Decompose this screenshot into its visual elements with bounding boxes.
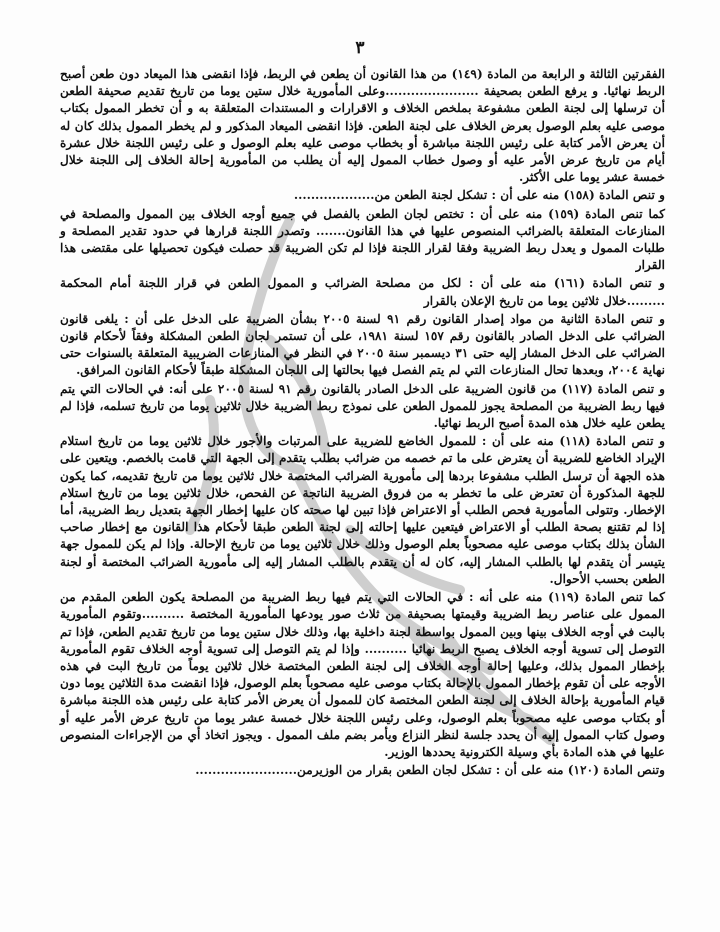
page-number: ٣ [355, 38, 365, 58]
document-body [60, 66, 665, 780]
paragraph: كما تنص المادة (١١٩) منه على أنه : في الحالات التي يتم فيها ربط الضريبة من المصلحة يكون الطعن المقدم من الممول على عناصر ربط الضريبة وقيمتها بصحيفة من ثلاث صور يودعها المأمورية المختصة ..........وتقوم المأمورية بالبت في أوجه الخلاف بينها وبين الممول بواسطة لجنة داخلية بها، وذلك خلال ستين يوما من تاريخ تقديم الطعن، فإذا تم التوصل إلى تسوية أوجه الخلاف يصبح الربط نهائيا .......... وإذا لم يتم التوصل إلى تسوية أوجه الخلاف تقوم المأمورية بإخطار الممول بذلك، وعليها إحالة أوجه الخلاف إلى لجنة الطعن المختصة خلال ثلاثين يوماً من تاريخ البت في هذه الأوجه على أن تقوم بإخطار الممول بالإحالة بكتاب موصى عليه مصحوباً بعلم الوصول، فإذا انقضت مدة الثلاثين يوما دون قيام المأمورية بإحالة الخلاف إلى لجنة الطعن المختصة كان للممول أن يعرض الأمر كتابة على رئيس هذه اللجنة مباشرة أو بكتاب موصى عليه مصحوباً بعلم الوصول، وعلى رئيس اللجنة خلال خمسة عشر يوما من تاريخ عرض الأمر عليه أو وصول كتاب الممول إليه أن يحدد جلسة لنظر النزاع ويأمر بضم ملف الممول . ويجوز اتخاذ أي من الإجراءات المنصوص عليها في هذه المادة بأي وسيلة الكترونية يحددها الوزير. [60, 590, 666, 759]
paragraph: كما تنص المادة (١٥٩) منه على أن : تختص لجان الطعن بالفصل في جميع أوجه الخلاف بين الممول والمصلحة في المنازعات المتعلقة بالضرائب المنصوص عليها في هذا القانون....... وتصدر اللجنة قرارها في حدود تقدير المصلحة و طلبات الممول و يعدل ربط الضريبة وفقا لقرار اللجنة فإذا لم تكن الضريبة قد حصلت فيكون تحصيلها على مقتضى هذا القرار [60, 206, 666, 273]
paragraph: و تنص المادة (١١٨) منه على أن : للممول الخاضع للضريبة على المرتبات والأجور خلال ثلاثين يوما من تاريخ استلام الإيراد الخاضع للضريبة أن يعترض على ما تم خصمه من ضرائب بطلب يتقدم إلى الجهة التي قامت بالخصم. ويتعين على هذه الجهة أن ترسل الطلب مشفوعا بردها إلى مأمورية الضرائب المختصة خلال ثلاثين يوما من تاريخ تقديمه، كما يكون للجهة المذكورة أن تعترض على ما تخطر به من فروق الضريبة الناتجة عن الفحص، خلال ثلاثين يوما من تاريخ استلام الإخطار. وتتولى المأمورية فحص الطلب أو الاعتراض فإذا تبين لها صحته كان عليها إخطار الجهة بتعديل ربط الضريبة، أما إذا لم تقتنع بصحة الطلب أو الاعتراض فيتعين عليها إحالته إلى لجنة الطعن طبقا لأحكام هذا القانون مع إخطار صاحب الشأن بذلك بكتاب موصى عليه مصحوباً بعلم الوصول وذلك خلال ثلاثين يوما من تاريخ الإحالة. وإذا لم يكن للممول جهة يتيسر أن يتقدم لها بالطلب المشار إليه، كان له أن يتقدم بالطلب المشار إليه إلى مأمورية الضرائب المختصة أو لجنة الطعن بحسب الأحوال. [60, 434, 665, 586]
paragraph: و تنص المادة (١١٧) من قانون الضريبة على الدخل الصادر بالقانون رقم ٩١ لسنة ٢٠٠٥ على أنه: في الحالات التي يتم فيها ربط الضريبة من المصلحة يجوز للممول الطعن على نموذج ربط الضريبة خلال ثلاثين يوما من تاريخ تسلمه، فإذا لم يطعن عليه خلال هذه المدة أصبح الربط نهائيا. [60, 381, 665, 431]
paragraph: الفقرتين الثالثة و الرابعة من المادة (١٤٩) من هذا القانون أن يطعن في الربط، فإذا انقضى هذا الميعاد دون طعن أصبح الربط نهائيا. و يرفع الطعن بصحيفة ......................وعلى المأمورية خلال ستين يوما من تاريخ تقديم صحيفة الطعن أن ترسلها إلى لجنة الطعن مشفوعة بملخص الخلاف و الاقرارات و المستندات المتعلقة به و أن تخطر الممول بكتاب موصى عليه بعلم الوصول بعرض الخلاف على لجنة الطعن. فإذا انقضى الميعاد المذكور و لم يخطر الممول بذلك كان له أن يعرض الأمر كتابة على رئيس اللجنة مباشرة أو بخطاب موصى عليه بعلم الوصول و على رئيس اللجنة خلال عشرة أيام من تاريخ عرض الأمر عليه أو وصول خطاب الممول إليه أن يطلب من المأمورية إحالة الخلاف إلى اللجنة خلال خمسة عشر يوما على الأكثر. [60, 67, 665, 185]
paragraph: و تنص المادة الثانية من مواد إصدار القانون رقم ٩١ لسنة ٢٠٠٥ بشأن الضريبة على الدخل على أن : يلغى قانون الضرائب على الدخل الصادر بالقانون رقم ١٥٧ لسنة ١٩٨١، على أن تستمر لجان الطعن المشكلة وفقاً لأحكام قانون الضرائب على الدخل المشار إليه حتى ٣١ ديسمبر سنة ٢٠٠٥ في النظر في المنازعات الضريبية المتعلقة بالسنوات حتى نهاية ٢٠٠٤، وبعدها تحال المنازعات التي لم يتم الفصل فيها بحالتها إلى اللجان المشكلة طبقاً لأحكام القانون المرافق. [60, 311, 665, 378]
paragraph: و تنص المادة (١٦١) منه على أن : لكل من مصلحة الضرائب و الممول الطعن في قرار اللجنة أمام المحكمة .........خلال ثلاثين يوما من تاريخ الإعلان بالقرار [60, 276, 665, 308]
paragraph: وتنص المادة (١٢٠) منه على أن : تشكل لجان الطعن بقرار من الوزيرمن........................ [195, 763, 665, 778]
paragraph: و تنص المادة (١٥٨) منه على أن : تشكل لجنة الطعن من................... [293, 188, 665, 203]
